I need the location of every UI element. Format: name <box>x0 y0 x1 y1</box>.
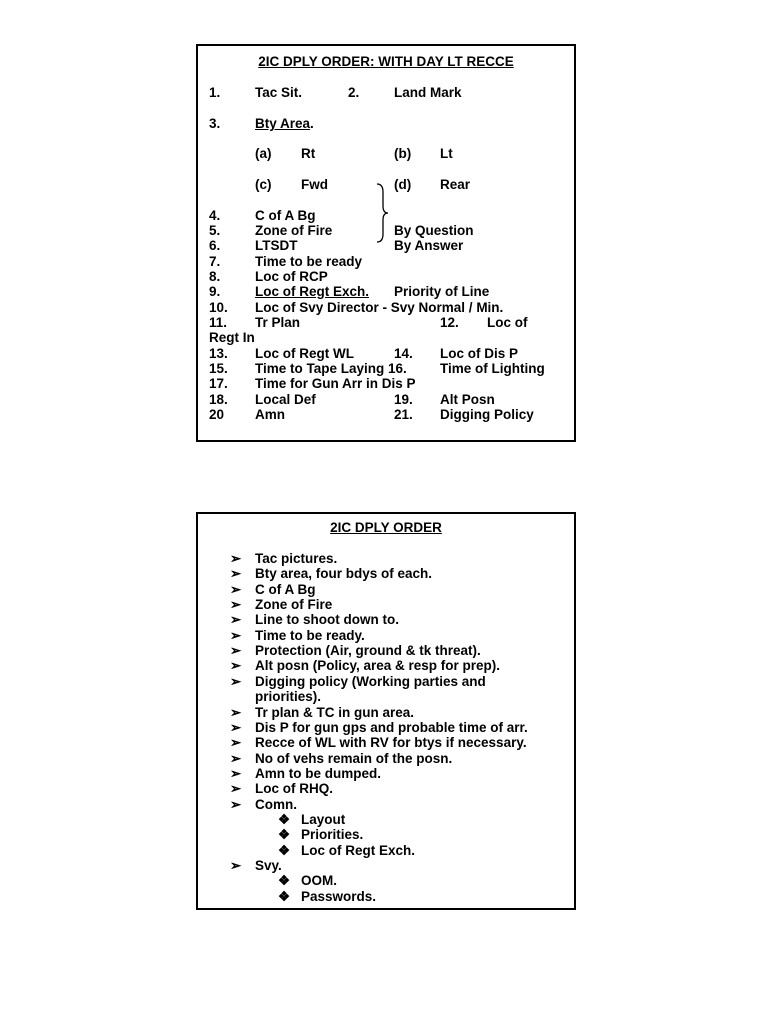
list-item: Bty area, four bdys of each. <box>255 566 433 582</box>
item-note: Priority of Line <box>394 284 490 299</box>
list-item: No of vehs remain of the posn. <box>255 750 453 766</box>
arrow-bullet-icon: ➢ <box>230 597 242 613</box>
item-text: Loc of RCP <box>255 269 328 284</box>
list-item: Alt posn (Policy, area & resp for prep). <box>255 658 501 674</box>
item-text: Alt Posn <box>440 392 495 407</box>
list-item: Tac pictures. <box>255 551 338 566</box>
bty-area-dot: . <box>310 116 314 131</box>
item-number: 15. <box>209 361 228 376</box>
arrow-bullet-icon: ➢ <box>230 858 242 873</box>
item-text: Land Mark <box>394 85 462 100</box>
item-text: Time to Tape Laying 16. <box>255 361 407 376</box>
box2-title: 2IC DPLY ORDER <box>330 520 442 535</box>
sub-item-letter: (d) <box>394 177 412 192</box>
item-text-continued: Regt In <box>209 330 255 345</box>
bty-area-heading: Bty Area <box>255 116 311 131</box>
item-text: Time to be ready <box>255 254 363 269</box>
list-item: Loc of RHQ. <box>255 781 333 797</box>
list-item: Svy. <box>255 858 282 873</box>
item-number: 2. <box>348 85 360 100</box>
deployment-order-box <box>196 512 576 910</box>
arrow-bullet-icon: ➢ <box>230 658 242 674</box>
item-text: Amn <box>255 407 285 422</box>
item-number: 13. <box>209 346 228 361</box>
item-text: Tr Plan <box>255 315 301 330</box>
list-item: Zone of Fire <box>255 597 333 613</box>
sub-item-text: Lt <box>440 146 453 161</box>
arrow-bullet-icon: ➢ <box>230 719 242 735</box>
arrow-bullet-icon: ➢ <box>230 643 242 659</box>
sub-item-letter: (c) <box>255 177 272 192</box>
list-item: priorities). <box>255 689 322 705</box>
sub-item-letter: (b) <box>394 146 412 161</box>
item-number: 21. <box>394 407 413 422</box>
sub-list-item: OOM. <box>301 873 337 889</box>
item-note: By Answer <box>394 238 464 253</box>
item-number: 8. <box>209 269 221 284</box>
item-number: 19. <box>394 392 413 407</box>
sub-item-text: Rt <box>301 146 316 161</box>
deployment-order-recce-box <box>196 44 576 442</box>
arrow-bullet-icon: ➢ <box>230 704 242 720</box>
list-item: Protection (Air, ground & tk threat). <box>255 643 481 659</box>
item-text <box>255 116 314 131</box>
item-number: 3. <box>209 116 221 131</box>
list-item: Comn. <box>255 796 297 812</box>
item-text: Loc of Svy Director - Svy Normal / Min. <box>255 300 504 315</box>
arrow-bullet-icon: ➢ <box>230 566 242 582</box>
item-number: 18. <box>209 392 228 407</box>
item-text: Zone of Fire <box>255 223 333 238</box>
sub-item-text: Fwd <box>301 177 328 192</box>
item-number: 4. <box>209 208 221 223</box>
item-text: LTSDT <box>255 238 298 253</box>
list-item: C of A Bg <box>255 581 316 597</box>
sub-list-item: Passwords. <box>301 888 377 904</box>
item-text: Loc of Regt WL <box>255 346 354 361</box>
list-item: Amn to be dumped. <box>255 765 381 781</box>
list-item: Recce of WL with RV for btys if necessary. <box>255 735 527 751</box>
item-number: 14. <box>394 346 413 361</box>
item-text: C of A Bg <box>255 208 316 223</box>
diamond-bullet-icon: ❖ <box>278 842 291 858</box>
arrow-bullet-icon: ➢ <box>230 612 242 628</box>
list-item: Digging policy (Working parties and <box>255 673 486 689</box>
item-text: Time of Lighting <box>440 361 545 376</box>
item-number: 6. <box>209 238 221 253</box>
list-item: Time to be ready. <box>255 627 365 643</box>
sub-list-item: Layout <box>301 811 346 827</box>
item-number: 20 <box>209 407 225 422</box>
sub-item-text: Rear <box>440 177 471 192</box>
diamond-bullet-icon: ❖ <box>278 888 291 904</box>
diamond-bullet-icon: ❖ <box>278 827 291 843</box>
arrow-bullet-icon: ➢ <box>230 581 242 597</box>
arrow-bullet-icon: ➢ <box>230 796 242 812</box>
item-number: 17. <box>209 376 228 391</box>
list-item: Line to shoot down to. <box>255 612 399 628</box>
list-item: Tr plan & TC in gun area. <box>255 704 415 720</box>
sub-item-letter: (a) <box>255 146 272 161</box>
item-number: 10. <box>209 300 228 315</box>
item-number: 5. <box>209 223 221 238</box>
item-number: 12. <box>440 315 459 330</box>
sub-list-item: Priorities. <box>301 827 364 843</box>
item-text: Loc of Dis P <box>440 346 519 361</box>
item-text: Local Def <box>255 392 316 407</box>
item-number: 1. <box>209 85 221 100</box>
item-text: Tac Sit. <box>255 85 303 100</box>
arrow-bullet-icon: ➢ <box>230 765 242 781</box>
item-text: Loc of <box>487 315 528 330</box>
arrow-bullet-icon: ➢ <box>230 673 242 689</box>
item-text: Time for Gun Arr in Dis P <box>255 376 416 391</box>
box1-title: 2IC DPLY ORDER: WITH DAY LT RECCE <box>258 54 514 69</box>
arrow-bullet-icon: ➢ <box>230 781 242 797</box>
sub-list-item: Loc of Regt Exch. <box>301 842 416 858</box>
diamond-bullet-icon: ❖ <box>278 811 291 827</box>
curly-brace-icon <box>374 182 390 244</box>
item-number: 9. <box>209 284 221 299</box>
arrow-bullet-icon: ➢ <box>230 735 242 751</box>
item-note: By Question <box>394 223 474 238</box>
list-item: Dis P for gun gps and probable time of arr. <box>255 719 528 735</box>
item-text: Loc of Regt Exch. <box>255 284 370 299</box>
arrow-bullet-icon: ➢ <box>230 551 242 566</box>
arrow-bullet-icon: ➢ <box>230 750 242 766</box>
arrow-bullet-icon: ➢ <box>230 627 242 643</box>
item-number: 11. <box>209 315 228 330</box>
item-number: 7. <box>209 254 221 269</box>
diamond-bullet-icon: ❖ <box>278 873 291 889</box>
item-text: Digging Policy <box>440 407 534 422</box>
